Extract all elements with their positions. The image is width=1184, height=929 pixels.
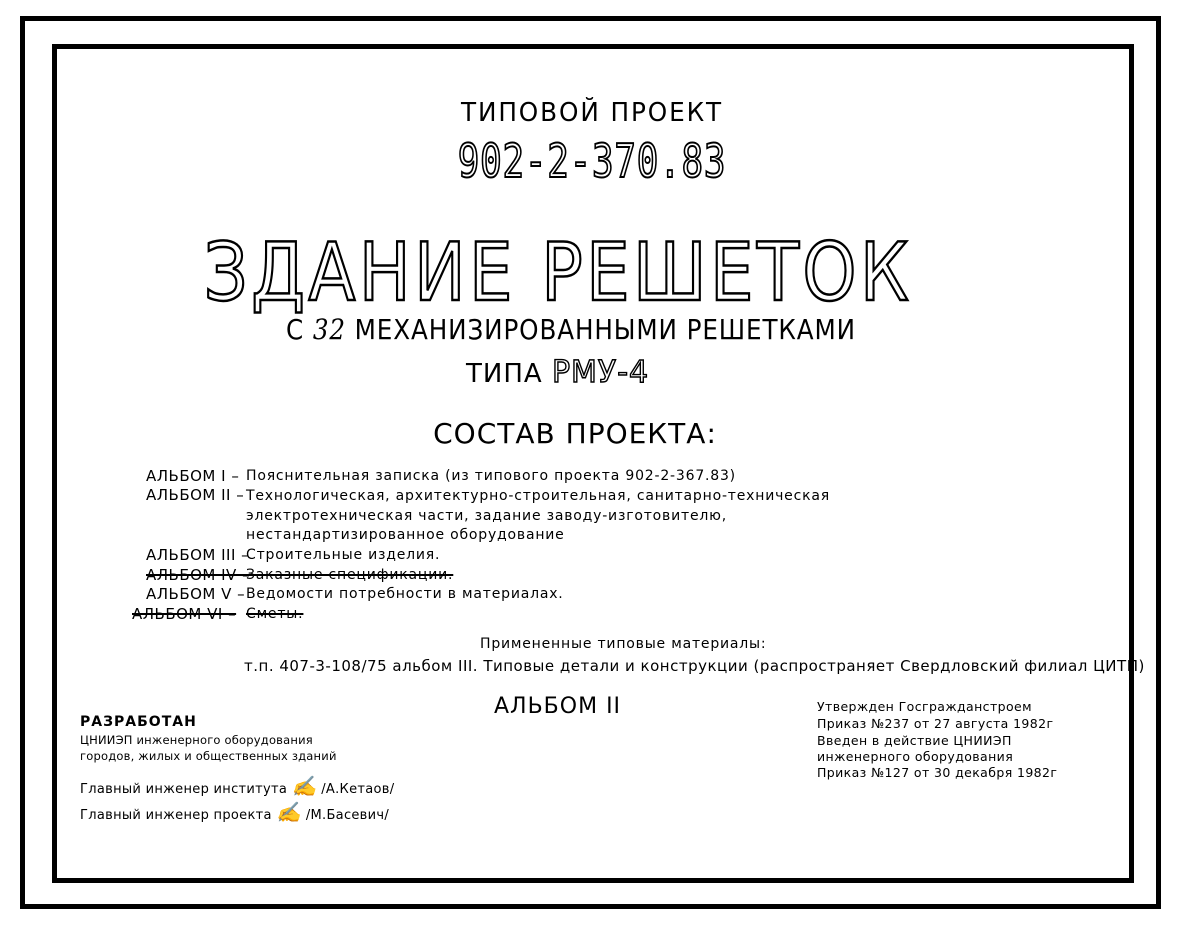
subtitle-handwritten-number: 32 xyxy=(312,313,346,346)
approval-line-2: Приказ №237 от 27 августа 1982г xyxy=(817,716,1054,731)
album-4-text: Заказные спецификации. xyxy=(246,567,454,583)
current-album: АЛЬБОМ II xyxy=(494,694,622,719)
album-1-text: Пояснительная записка (из типового проекта 902-2-367.83) xyxy=(246,468,736,484)
approval-line-3: Введен в действие ЦНИИЭП xyxy=(817,733,1012,748)
composition-heading: СОСТАВ ПРОЕКТА: xyxy=(433,417,717,450)
main-title: ЗДАНИЕ РЕШЕТОК xyxy=(203,226,913,319)
album-2-text-line-2: электротехническая части, задание заводу-изготовителю, xyxy=(246,508,727,524)
chief-project-name: /М.Басевич/ xyxy=(305,808,390,823)
subtitle-prefix: С xyxy=(286,313,305,346)
album-3-text: Строительные изделия. xyxy=(246,547,441,563)
subtitle-line xyxy=(286,313,856,346)
album-6-label: АЛЬБОМ VI – xyxy=(132,605,237,623)
developer-org-line-1: ЦНИИЭП инженерного оборудования xyxy=(80,733,313,747)
project-number: 902-2-370.83 xyxy=(457,134,727,188)
album-3-label: АЛЬБОМ III – xyxy=(146,546,250,564)
developer-heading: РАЗРАБОТАН xyxy=(80,714,197,730)
chief-institute-role: Главный инженер института xyxy=(80,782,288,797)
chief-institute-name: /А.Кетаов/ xyxy=(321,782,395,797)
developer-org-line-2: городов, жилых и общественных зданий xyxy=(80,749,337,763)
type-prefix: ТИПА xyxy=(466,359,543,389)
approval-line-1: Утвержден Госгражданстроем xyxy=(817,699,1032,714)
typical-project-label: ТИПОВОЙ ПРОЕКТ xyxy=(460,98,724,128)
album-6-text: Сметы. xyxy=(246,606,304,622)
album-2-text-line-1: Технологическая, архитектурно-строительная, санитарно-техническая xyxy=(246,488,830,504)
applied-materials-text: т.п. 407-3-108/75 альбом III. Типовые детали и конструкции (распространяет Свердловский филиал ЦИТП) xyxy=(244,657,1145,675)
applied-materials-heading: Примененные типовые материалы: xyxy=(480,636,767,652)
signature-icon: ✍ xyxy=(291,774,317,798)
approval-line-4: инженерного оборудования xyxy=(817,749,1014,764)
type-name: РМУ-4 xyxy=(551,355,650,390)
subtitle-rest: МЕХАНИЗИРОВАННЫМИ РЕШЕТКАМИ xyxy=(354,313,856,346)
chief-institute-line xyxy=(80,774,394,798)
type-line xyxy=(466,355,649,390)
approval-line-5: Приказ №127 от 30 декабря 1982г xyxy=(817,765,1058,780)
album-5-label: АЛЬБОМ V – xyxy=(146,585,246,603)
chief-project-role: Главный инженер проекта xyxy=(80,808,272,823)
album-5-text: Ведомости потребности в материалах. xyxy=(246,586,564,602)
album-2-text-line-3: нестандартизированное оборудование xyxy=(246,527,565,543)
signature-icon: ✍ xyxy=(276,800,302,824)
album-2-label: АЛЬБОМ II – xyxy=(146,486,245,504)
album-1-label: АЛЬБОМ I – xyxy=(146,467,240,485)
album-4-label: АЛЬБОМ IV – xyxy=(146,566,251,584)
chief-project-line xyxy=(80,800,389,824)
